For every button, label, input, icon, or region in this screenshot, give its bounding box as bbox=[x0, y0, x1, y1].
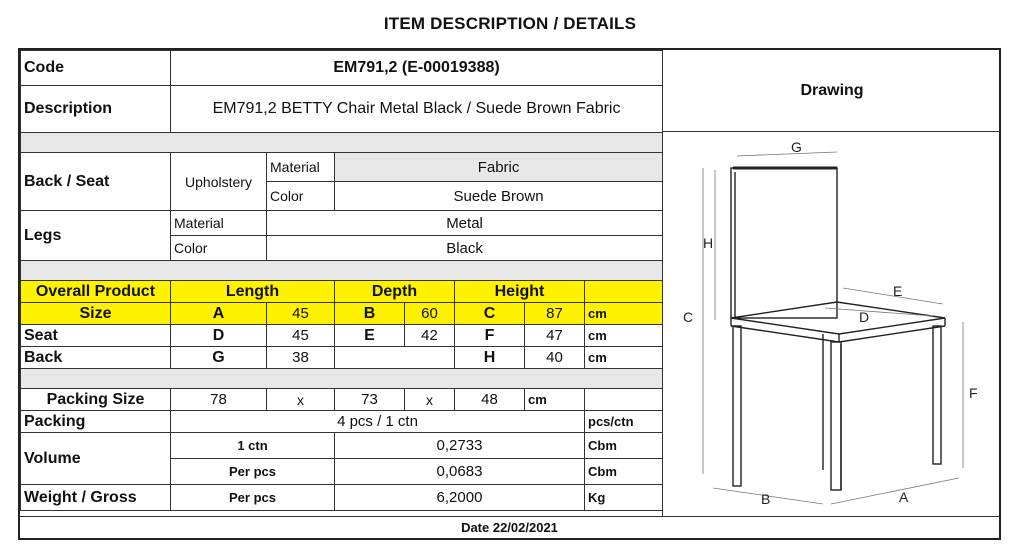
packing-size-length: 78 bbox=[171, 389, 267, 411]
back-length-value: 38 bbox=[267, 347, 335, 369]
overall-size-label-line2: Size bbox=[21, 303, 171, 325]
packing-size-x1: x bbox=[267, 389, 335, 411]
dim-letter-d: D bbox=[171, 325, 267, 347]
packing-row bbox=[21, 411, 663, 433]
upholstery-label: Upholstery bbox=[171, 153, 267, 211]
weight-value: 6,2000 bbox=[335, 485, 585, 511]
packing-size-height: 48 bbox=[455, 389, 525, 411]
weight-row bbox=[21, 485, 663, 511]
code-label: Code bbox=[21, 51, 171, 86]
dim-value-height: 87 bbox=[525, 303, 585, 325]
drawing-area bbox=[662, 132, 1001, 516]
packing-size-unit: cm bbox=[525, 389, 585, 411]
packing-unit: pcs/ctn bbox=[585, 411, 663, 433]
drawing-letter-h: H bbox=[703, 235, 714, 251]
overall-size-label-line1: Overall Product bbox=[21, 281, 171, 303]
spec-sheet bbox=[18, 48, 1001, 540]
code-row bbox=[21, 51, 663, 86]
chair-backrest bbox=[731, 168, 837, 318]
packing-size-row bbox=[21, 389, 663, 411]
volume-ctn-label: 1 ctn bbox=[171, 433, 335, 459]
volume-ctn-unit: Cbm bbox=[585, 433, 663, 459]
chair-leg bbox=[733, 326, 741, 486]
spec-table bbox=[20, 50, 663, 511]
back-seat-material-value: Fabric bbox=[335, 153, 663, 182]
dim-letter-f: F bbox=[455, 325, 525, 347]
seat-unit: cm bbox=[585, 325, 663, 347]
drawing-letter-e: E bbox=[893, 283, 903, 299]
drawing-letter-g: G bbox=[791, 139, 802, 155]
back-depth-empty bbox=[335, 347, 455, 369]
weight-per-label: Per pcs bbox=[171, 485, 335, 511]
volume-pcs-label: Per pcs bbox=[171, 459, 335, 485]
volume-pcs-unit: Cbm bbox=[585, 459, 663, 485]
weight-label: Weight / Gross bbox=[21, 485, 171, 511]
packing-size-empty bbox=[585, 389, 663, 411]
overall-size-row bbox=[21, 303, 663, 325]
back-seat-material-label: Material bbox=[267, 153, 335, 182]
description-label: Description bbox=[21, 86, 171, 133]
code-value: EM791,2 (E-00019388) bbox=[171, 51, 663, 86]
volume-ctn-value: 0,2733 bbox=[335, 433, 585, 459]
seat-dims-row bbox=[21, 325, 663, 347]
chair-drawing bbox=[663, 132, 1000, 516]
legs-material-value: Metal bbox=[267, 211, 663, 236]
back-seat-color-label: Color bbox=[267, 182, 335, 211]
dim-letter-a: A bbox=[171, 303, 267, 325]
dim-letter-b: B bbox=[335, 303, 405, 325]
packing-label: Packing bbox=[21, 411, 171, 433]
legs-color-label: Color bbox=[171, 236, 267, 261]
dim-letter-c: C bbox=[455, 303, 525, 325]
separator-row bbox=[21, 133, 663, 153]
description-value: EM791,2 BETTY Chair Metal Black / Suede Brown Fabric bbox=[171, 86, 663, 133]
legs-material-label: Material bbox=[171, 211, 267, 236]
volume-ctn-row bbox=[21, 433, 663, 459]
back-seat-label: Back / Seat bbox=[21, 153, 171, 211]
back-dims-row bbox=[21, 347, 663, 369]
drawing-letter-c: C bbox=[683, 309, 694, 325]
depth-header: Depth bbox=[335, 281, 455, 303]
separator-row bbox=[21, 369, 663, 389]
back-height-value: 40 bbox=[525, 347, 585, 369]
dim-letter-e: E bbox=[335, 325, 405, 347]
packing-size-label: Packing Size bbox=[21, 389, 171, 411]
drawing-letter-b: B bbox=[761, 491, 771, 507]
drawing-letter-d: D bbox=[859, 309, 870, 325]
separator-row bbox=[21, 261, 663, 281]
chair-leg bbox=[933, 326, 941, 464]
chair-leg bbox=[831, 342, 841, 490]
length-header: Length bbox=[171, 281, 335, 303]
dim-letter-h: H bbox=[455, 347, 525, 369]
packing-size-x2: x bbox=[405, 389, 455, 411]
back-label: Back bbox=[21, 347, 171, 369]
height-header: Height bbox=[455, 281, 585, 303]
legs-material-row bbox=[21, 211, 663, 236]
dim-unit: cm bbox=[585, 303, 663, 325]
packing-value: 4 pcs / 1 ctn bbox=[171, 411, 585, 433]
dim-value-length: 45 bbox=[267, 303, 335, 325]
date-footer: Date 22/02/2021 bbox=[20, 516, 999, 539]
back-seat-material-row bbox=[21, 153, 663, 182]
weight-unit: Kg bbox=[585, 485, 663, 511]
dim-letter-g: G bbox=[171, 347, 267, 369]
description-row bbox=[21, 86, 663, 133]
volume-label: Volume bbox=[21, 433, 171, 485]
unit-header bbox=[585, 281, 663, 303]
seat-label: Seat bbox=[21, 325, 171, 347]
dims-header-row bbox=[21, 281, 663, 303]
dim-value-depth: 60 bbox=[405, 303, 455, 325]
legs-color-value: Black bbox=[267, 236, 663, 261]
seat-height-value: 47 bbox=[525, 325, 585, 347]
drawing-letter-f: F bbox=[969, 385, 978, 401]
seat-depth-value: 42 bbox=[405, 325, 455, 347]
seat-length-value: 45 bbox=[267, 325, 335, 347]
back-unit: cm bbox=[585, 347, 663, 369]
legs-label: Legs bbox=[21, 211, 171, 261]
page-title: ITEM DESCRIPTION / DETAILS bbox=[383, 14, 637, 33]
volume-pcs-value: 0,0683 bbox=[335, 459, 585, 485]
packing-size-width: 73 bbox=[335, 389, 405, 411]
back-seat-color-value: Suede Brown bbox=[335, 182, 663, 211]
drawing-header: Drawing bbox=[662, 50, 1001, 132]
drawing-letter-a: A bbox=[899, 489, 909, 505]
